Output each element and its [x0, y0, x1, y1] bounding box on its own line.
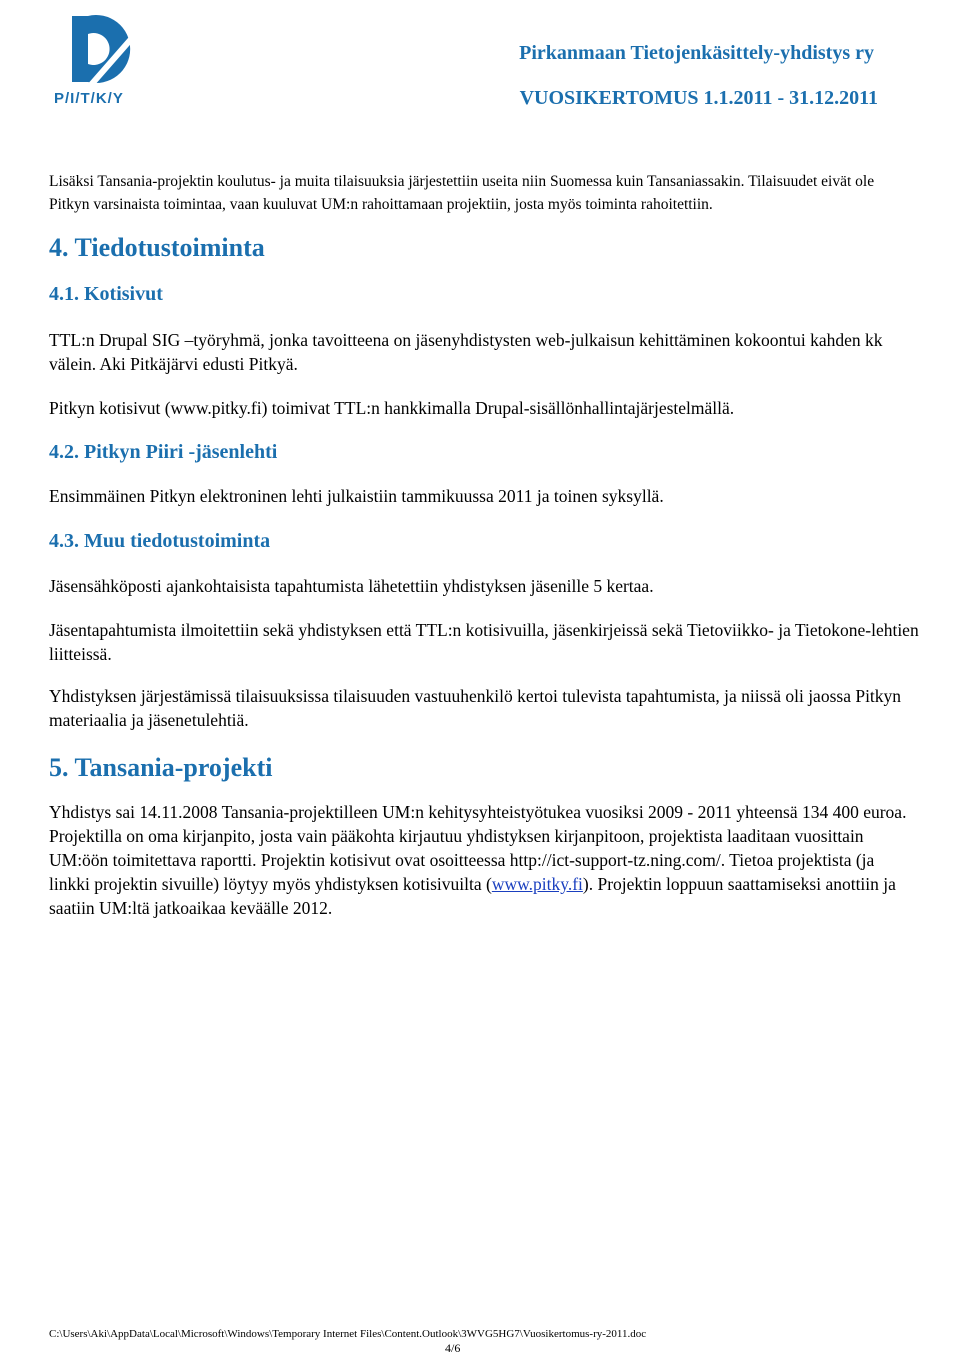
section-5-text-end: ). Projektin loppuun saattamiseksi anottiin ja saatiin UM:ltä jatkoaikaa keväälle 2012.: [49, 874, 896, 918]
section-4-3-paragraph-3: Yhdistyksen järjestämissä tilaisuuksissa tilaisuuden vastuuhenkilö kertoi tulevista tapahtumista, ja niissä oli jaossa Pitkyn materiaalia ja jäsenetulehtiä.: [49, 686, 902, 730]
intro-paragraph: Lisäksi Tansania-projektin koulutus- ja muita tilaisuuksia järjestettiin useita niin Suomessa kuin Tansaniassakin. Tilaisuudet eivät ole Pitkyn varsinaista toimintaa, vaan kuuluvat UM:n rahoittamaan projektiin, josta myös toiminta rahoitettiin.: [49, 173, 875, 213]
pitky-logo-icon: [50, 4, 170, 94]
logo-text: P/I/T/K/Y: [54, 90, 124, 107]
section-4-3-heading: 4.3. Muu tiedotustoiminta: [49, 530, 271, 552]
section-4-3-paragraph-2: Jäsentapahtumista ilmoitettiin sekä yhdistyksen että TTL:n kotisivuilla, jäsenkirjeissä sekä Tietoviikko- ja Tietokone-lehtien liitteissä.: [49, 620, 919, 664]
footer-page-number: 4/6: [445, 1341, 461, 1355]
section-5-heading: 5. Tansania-projekti: [49, 753, 273, 782]
footer-file-path: C:\Users\Aki\AppData\Local\Microsoft\Windows\Temporary Internet Files\Content.Outlook\3WVG5HG7\Vuosikertomus-ry-2011.doc: [49, 1328, 647, 1340]
section-4-1-paragraph-2: Pitkyn kotisivut (www.pitky.fi) toimivat TTL:n hankkimalla Drupal-sisällönhallintajärjestelmällä.: [49, 398, 735, 418]
section-4-1-heading: 4.1. Kotisivut: [49, 283, 163, 305]
pitky-logo: [50, 4, 170, 110]
section-4-2-paragraph-1: Ensimmäinen Pitkyn elektroninen lehti julkaistiin tammikuussa 2011 ja toinen syksyllä.: [49, 486, 664, 506]
section-4-3-paragraph-1: Jäsensähköposti ajankohtaisista tapahtumista lähetettiin yhdistyksen jäsenille 5 kertaa.: [49, 576, 654, 596]
section-4-heading: 4. Tiedotustoiminta: [49, 233, 265, 262]
organization-name: Pirkanmaan Tietojenkäsittely-yhdistys ry: [519, 42, 874, 64]
section-4-1-paragraph-1: TTL:n Drupal SIG –työryhmä, jonka tavoitteena on jäsenyhdistysten web-julkaisun kehittäminen kokoontui kahden kk välein. Aki Pitkäjärvi edusti Pitkyä.: [49, 330, 883, 374]
document-title: VUOSIKERTOMUS 1.1.2011 - 31.12.2011: [519, 87, 878, 109]
section-5-paragraph: [49, 800, 919, 920]
section-4-2-heading: 4.2. Pitkyn Piiri -jäsenlehti: [49, 441, 278, 463]
pitky-website-link[interactable]: www.pitky.fi: [491, 874, 583, 894]
section-5-text-start: Yhdistys sai 14.11.2008 Tansania-projektilleen UM:n kehitysyhteistyötukea vuosiksi 2009 - 2011 yhteensä 134 400 euroa. Projektilla on oma kirjanpito, josta vain pääkohta kirjautuu yhdistyksen kirjanpitoon, projektista laaditaan vuosittain UM:öön toimitettava raportti. Projektin kotisivut ovat osoitteessa http://ict-support-tz.ning.com/. Tietoa projektista (ja linkki projektin sivuille) löytyy myös yhdistyksen kotisivuilta (: [49, 802, 907, 894]
